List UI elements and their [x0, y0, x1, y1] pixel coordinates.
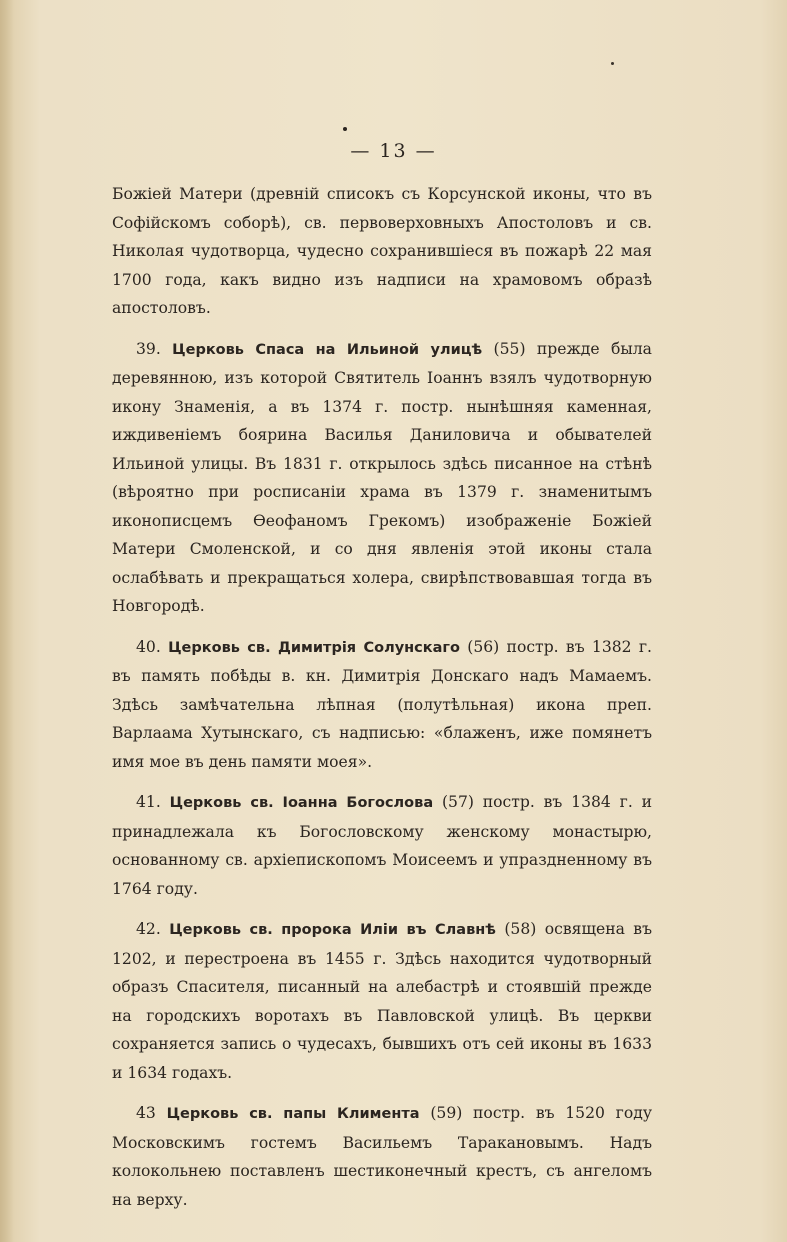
- entry-title: Церковь Спаса на Ильиной улицѣ: [172, 341, 483, 358]
- entry-text: (58) освящена въ 1202, и перестроена въ 1455 г. Здѣсь находится чудотворный образъ Спасителя, писанный на алебастрѣ и стоявшій прежде на городскихъ воротахъ въ Павловской улицѣ. Въ церкви сохраняется запись о чудесахъ, бывшихъ отъ сей иконы въ 1633 и 1634 годахъ.: [112, 920, 652, 1082]
- entry-title: Церковь св. Димитрія Солунскаго: [168, 639, 460, 656]
- ink-speck: [611, 62, 614, 65]
- body-text: [112, 180, 652, 1214]
- entry-title: Церковь св. папы Климента: [166, 1106, 420, 1122]
- page-number: — 13 —: [350, 140, 437, 162]
- entry-text: (56) постр. въ 1382 г. въ память побѣды в. кн. Димитрія Донскаго надъ Мамаемъ. Здѣсь замѣчательна лѣпная (полутѣльная) икона преп. Варлаама Хутынскаго, съ надписью: «блаженъ, иже помянетъ имя мое въ день памяти моея».: [112, 637, 652, 771]
- entry-title: Церковь св. Іоанна Богослова: [169, 795, 434, 811]
- entry-text: (57) постр. въ 1384 г. и принадлежала къ Богословскому женскому монастырю, основанному св. архіепископомъ Моисеемъ и упраздненному въ 1764 году.: [112, 793, 653, 898]
- entry-41: [112, 788, 652, 903]
- entry-42: [112, 915, 652, 1087]
- intro-paragraph: Божіей Матери (древній списокъ съ Корсунской иконы, что въ Софійскомъ соборѣ), св. первоверховныхъ Апостоловъ и св. Николая чудотворца, чудесно сохранившіеся въ пожарѣ 22 мая 1700 года, какъ видно изъ надписи на храмовомъ образѣ апостоловъ.: [112, 185, 652, 317]
- ink-dot: [343, 127, 347, 131]
- entry-number: 41.: [136, 793, 161, 811]
- entry-text: (55) прежде была деревянною, изъ которой Святитель Іоаннъ взялъ чудотворную икону Знаменія, а въ 1374 г. постр. нынѣшняя каменная, иждивеніемъ боярина Василья Даниловича и обывателей Ильиной улицы. Въ 1831 г. открылось здѣсь писанное на стѣнѣ (вѣроятно при росписаніи храма въ 1379 г. знаменитымъ иконописцемъ Ѳеофаномъ Грекомъ) изображеніе Божіей Матери Смоленской, и со дня явленія этой иконы стала ослабѣвать и прекращаться холера, свирѣпствовавшая тогда въ Новгородѣ.: [112, 339, 652, 615]
- entry-text: (59) постр. въ 1520 году Московскимъ гостемъ Васильемъ Таракановымъ. Надъ колокольнею поставленъ шестиконечный крестъ, съ ангеломъ на верху.: [112, 1104, 653, 1209]
- entry-number: 40.: [136, 637, 161, 656]
- entry-39: [112, 335, 652, 621]
- entry-43: [112, 1099, 652, 1214]
- page-fold-shadow: [0, 0, 14, 1242]
- entry-number: 39.: [136, 339, 161, 358]
- entry-40: [112, 633, 652, 777]
- entry-title: Церковь св. пророка Иліи въ Славнѣ: [169, 922, 496, 938]
- entry-number: 43: [136, 1104, 156, 1122]
- entry-number: 42.: [136, 920, 161, 938]
